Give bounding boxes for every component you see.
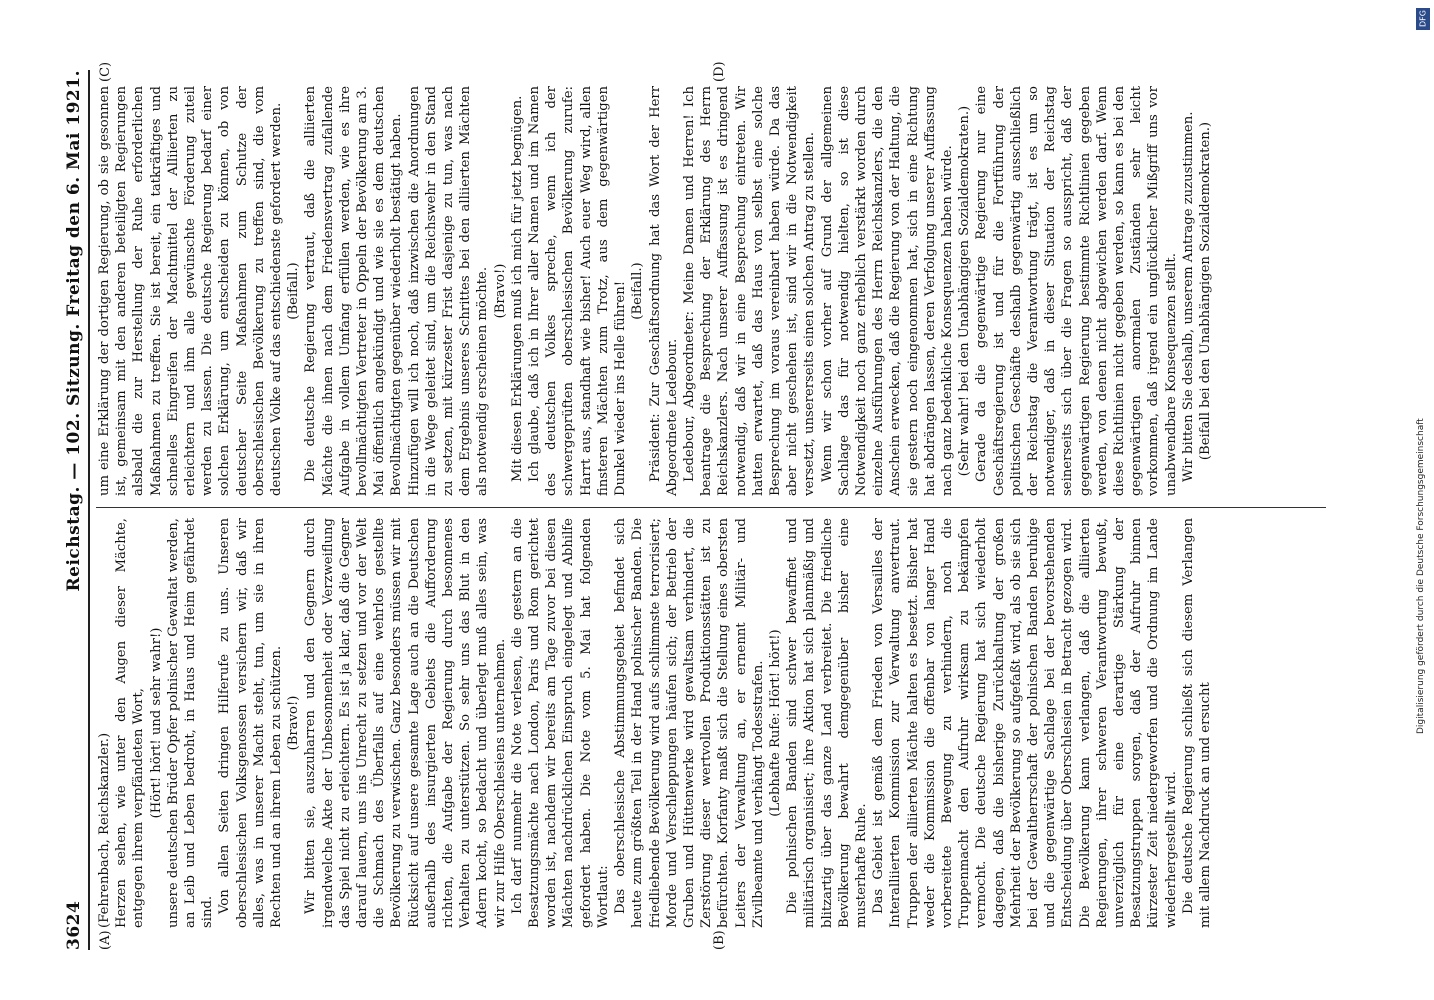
paragraph: Ledebour, Abgeordneter: Meine Damen und Herren! Ich beantrage die Besprechung der Erklärung des Herrn Reichskanzlers. Nach unserer Auffassung ist es dringend notwendig, daß wir in eine Besprechung eintreten. Wir hatten erwartet, daß das Haus von selbst eine solche Besprechung im voraus vereinbart haben würde. Da das aber nicht geschehen ist, sind wir in die Notwendigkeit versetzt, unsererseits einen solchen Antrag zu stellen.: [681, 86, 818, 496]
paragraph: Wenn wir schon vorher auf Grund der allgemeinen Sachlage das für notwendig hielten, so ist diese Notwendigkeit noch ganz erheblich verstärkt worden durch einzelne Ausführungen des Herrn Reichskanzlers, die den Anschein erwecken, daß die Regierung von der Haltung, die sie gestern noch eingenommen hat, sich in eine Richtung hat abdrängen lassen, deren Verfolgung unserer Auffassung nach ganz bedenkliche Konsequenzen haben würde.: [819, 86, 955, 496]
paragraph: (Hört! hört! und sehr wahr!): [148, 627, 164, 819]
column-separator: [96, 507, 1326, 508]
digitization-notice: Digitalisierung gefördert durch die Deutsche Forschungsgemeinschaft: [1416, 418, 1426, 734]
paragraph: Mit diesen Erklärungen muß ich mich für jetzt begnügen.: [509, 95, 525, 482]
paragraph: Wir bitten Sie deshalb, unserem Antrage zuzustimmen.: [1180, 111, 1196, 482]
left-column: [96, 518, 1214, 928]
paragraph: Ich glaube, daß ich in Ihrer aller Namen und im Namen des deutschen Volkes spreche, wenn ich der schwergeprüften oberschlesischen Bevölkerung zurufe: Harrt aus, standhaft wie bisher! Auch euer Weg wird, allen finsteren Mächten zum Trotz, aus dem gegenwärtigen Dunkel wieder ins Helle führen!: [527, 86, 629, 496]
paragraph: Wir bitten sie, auszuharren und den Gegnern durch irgendwelche Akte der Unbesonnenheit oder Verzweiflung das Spiel nicht zu erleichtern. Es ist ja klar, daß die Gegner darauf lauern, uns ins Unrecht zu setzen und vor der Welt die Schmach des Überfalls auf eine wehrlos gestellte Bevölkerung zu verwischen. Ganz besonders müssen wir mit Rücksicht auf unsere gesamte Lage auch an die Deutschen außerhalb des insurgierten Gebiets die Aufforderung richten, die Aufgabe der Regierung durch besonnenes Verhalten zu unterstützen. So sehr uns das Blut in den Adern kocht, so bedacht und überlegt muß alles sein, was wir zur Hilfe Oberschlesiens unternehmen.: [303, 518, 508, 928]
paragraph: (Sehr wahr! bei den Unabhängigen Sozialdemokraten.): [957, 105, 973, 477]
digitization-stamp: [1416, 8, 1430, 994]
paragraph: Gerade da die gegenwärtige Regierung nur eine Geschäftsregierung ist und für die Fortführung der politischen Geschäfte deshalb gegenwärtig ausschließlich der Reichstag die Verantwortung trägt, ist es um so notwendiger, daß in dieser Situation der Reichstag seinerseits sich über die Fragen so ausspricht, daß der gegenwärtigen Regierung bestimmte Richtlinien gegeben werden, von denen nicht abgewichen werden darf. Wenn diese Richtlinien nicht gegeben werden, so kann es bei den gegenwärtigen anormalen Zuständen sehr leicht vorkommen, daß irgend ein unglücklicher Mißgriff uns vor unabwendbare Konsequenzen stellt.: [974, 86, 1179, 496]
paragraph: (Beifall.): [630, 262, 646, 320]
paragraph: (Bravo!): [492, 263, 508, 319]
paragraph: Von allen Seiten dringen Hilferufe zu uns. Unseren oberschlesischen Volksgenossen versichern wir, daß wir alles, was in unserer Macht steht, tun, um sie in ihren Rechten und an ihrem Leben zu schützen.: [217, 518, 285, 928]
paragraph: Die deutsche Regierung schließt sich diesem Verlangen mit allem Nachdruck an und ersucht: [1180, 518, 1213, 928]
page-title: Reichstag. — 102. Sitzung. Freitag den 6. Mai 1921.: [64, 70, 84, 592]
paragraph: Das Gebiet ist gemäß dem Frieden von Versailles der Interalliierten Kommission zur Verwaltung anvertraut. Truppen der alliierten Mächte halten es besetzt. Bisher hat weder die Kommission die offenbar von langer Hand vorbereitete Bewegung zu verhindern, noch die Truppenmacht den Aufruhr wirksam zu bekämpfen vermocht. Die deutsche Regierung hat sich wiederholt dagegen, daß die bisherige Zurückhaltung der großen Mehrheit der Bevölkerung so aufgefaßt wird, als ob sie sich bei der Gewaltherrschaft der polnischen Banden beruhige und die gegenwärtige Sachlage bei der bevorstehenden Entscheidung über Oberschlesien in Betracht gezogen wird. Die Bevölkerung kann verlangen, daß die alliierten Regierungen, ihrer schweren Verantwortung bewußt, unverzüglich für eine derartige Stärkung der Besatzungstruppen sorgen, daß der Aufruhr binnen kürzester Zeit niedergeworfen und die Ordnung im Lande wiederhergestellt wird.: [871, 518, 1179, 928]
paragraph: (Bravo!): [286, 695, 302, 751]
page-header: [62, 70, 86, 950]
margin-mark-a: (A): [98, 930, 113, 950]
margin-mark-c: (C): [98, 61, 113, 82]
paragraph: Die deutsche Regierung vertraut, daß die alliierten Mächte die ihnen nach dem Friedensvertrag zufallende Aufgabe in vollem Umfang erfüllen werden, wie es ihre bevollmächtigten Vertreter in Oppeln der Bevölkerung am 3. Mai öffentlich angekündigt und wie sie es dem deutschen Bevollmächtigten gegenüber wiederholt bestätigt haben.: [303, 86, 405, 496]
paragraph: Präsident: Zur Geschäftsordnung hat das Wort der Herr Abgeordnete Ledebour.: [647, 86, 680, 496]
header-rule: [88, 70, 90, 950]
paragraph: Die polnischen Banden sind schwer bewaffnet und militärisch organisiert; ihre Aktion hat sich planmäßig und blitzartig über das ganze Land verbreitet. Die friedliche Bevölkerung bewahrt demgegenüber bisher eine musterhafte Ruhe.: [785, 518, 869, 928]
margin-mark-b: (B): [712, 930, 727, 950]
right-column: [96, 86, 1214, 496]
paragraph: (Beifall.): [286, 262, 302, 320]
paragraph: (Fehrenbach, Reichskanzler.): [97, 732, 112, 928]
paragraph: Herzen sehen, wie unter den Augen dieser Mächte, entgegen ihrem verpfändeten Wort,: [114, 518, 147, 928]
rotated-document-sheet: [22, 30, 1402, 990]
paragraph: Ich darf nunmehr die Note verlesen, die gestern an die Besatzungsmächte nach London, Paris und Rom gerichtet worden ist, nachdem wir bereits am Tage zuvor bei diesen Mächten nachdrücklichen Einspruch eingelegt und Abhilfe gefordert haben. Die Note vom 5. Mai hat folgenden Wortlaut:: [509, 518, 611, 928]
paragraph: (Beifall bei den Unabhängigen Sozialdemokraten.): [1198, 121, 1213, 461]
page-number: 3624: [64, 900, 84, 950]
dfg-logo: DFG: [1416, 8, 1430, 30]
paragraph: um eine Erklärung der dortigen Regierung, ob sie gesonnen ist, gemeinsam mit den anderen beteiligten Regierungen alsbald die zur Herstellung der Ruhe erforderlichen Maßnahmen zu treffen. Sie ist bereit, ein tatkräftiges und schnelles Eingreifen der Machtmittel der Alliierten zu erleichtern und ihm alle gewünschte Förderung zuteil werden zu lassen. Die deutsche Regierung bedarf einer solchen Erklärung, um entscheiden zu können, ob von deutscher Seite Maßnahmen zum Schutze der oberschlesischen Bevölkerung zu treffen sind, die vom deutschen Volke auf das entschiedenste gefordert werden.: [97, 86, 285, 496]
paragraph: unsere deutschen Brüder Opfer polnischer Gewaltat werden, an Leib und Leben bedroht, in Haus und Heim gefährdet sind.: [165, 518, 216, 928]
paragraph: Hinzufügen will ich noch, daß inzwischen die Anordnungen in die Wege geleitet sind, um die Reichswehr in den Stand zu setzen, mit kürzester Frist dasjenige zu tun, was nach dem Ergebnis unseres Schrittes bei den alliierten Mächten als notwendig erscheinen möchte.: [406, 86, 491, 496]
paragraph: Das oberschlesische Abstimmungsgebiet befindet sich heute zum größten Teil in der Hand polnischer Banden. Die friedliebende Bevölkerung wird aufs schlimmste terrorisiert; Morde und Verschleppungen häufen sich; der Betrieb der Gruben und Hüttenwerke wird gewaltsam verhindert, die Zerstörung dieser wertvollen Produktionsstätten ist zu befürchten. Korfanty maßt sich die Stellung eines obersten Leiters der Verwaltung an, er ernennt Militär- und Zivilbeamte und verhängt Todesstrafen.: [613, 518, 766, 928]
paragraph: (Lebhafte Rufe: Hört! hört!): [767, 629, 783, 817]
margin-mark-d: (D): [712, 61, 727, 82]
